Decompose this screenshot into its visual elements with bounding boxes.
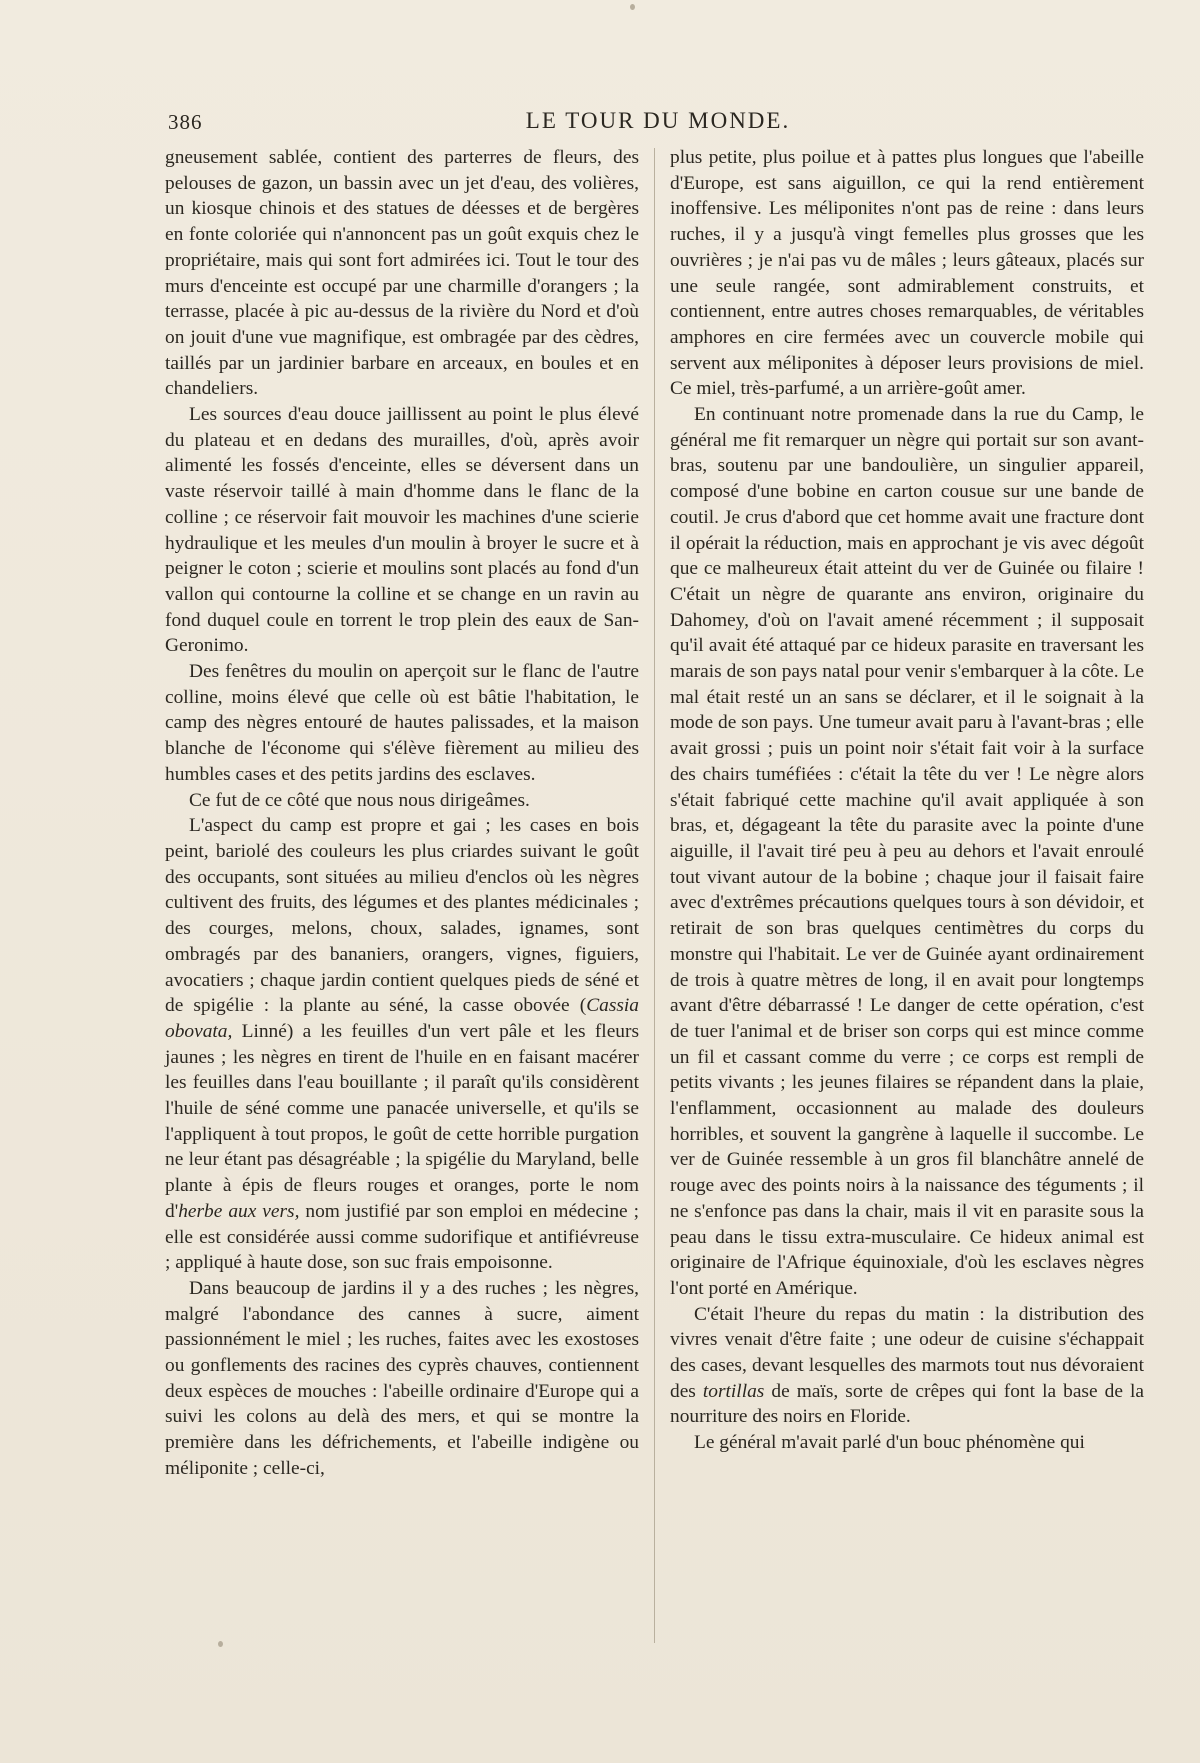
text-run: Linné) a les feuilles d'un vert pâle et les fleurs jaunes ; les nègres en tirent de l'huile en en faisant macérer les feuilles dans l'eau bouillante ; il paraît qu'ils considèrent l'huile de séné comme une panacée universelle, et qu'ils se l'appliquent à tout propos, le goût de cette horrible purgation ne leur étant pas désagréable ; la spigélie du Maryland, belle plante à épis de fleurs rouges et oranges, porte le nom d' <box>165 1020 639 1222</box>
italic-text: tortillas <box>702 1380 765 1402</box>
text-run: L'aspect du camp est propre et gai ; les cases en bois peint, bariolé des couleurs les plus criardes suivant le goût des occupants, sont situées au milieu d'enclos où les nègres cultivent des fruits, des légumes et des plantes médicinales ; des courges, melons, choux, salades, ignames, sont ombragés par des bananiers, orangers, vignes, figuiers, avocatiers ; chaque jardin contient quelques pieds de séné et de spigélie : la plante au séné, la casse obovée ( <box>165 815 639 1017</box>
paragraph: plus petite, plus poilue et à pattes plus longues que l'abeille d'Europe, est sans aiguillon, ce qui la rend entièrement inoffensive. Les méliponites n'ont pas de reine : dans leurs ruches, il y a jusqu'à vingt femelles plus grosses que les ouvrières ; je n'ai pas vu de mâles ; leurs gâteaux, placés sur une seule rangée, sont admirablement construits, et contiennent, entre autres choses remarquables, de véritables amphores en cire fermées avec un couvercle mobile qui servent aux méliponites à déposer leurs provisions de miel. Ce miel, très-parfumé, a un arrière-goût amer. <box>670 147 1144 400</box>
paper-speck <box>218 1641 223 1647</box>
italic-text: Cassia obovata, <box>165 995 639 1042</box>
paragraph: gneusement sablée, contient des parterres de fleurs, des pelouses de gazon, un bassin avec un jet d'eau, des volières, un kiosque chinois et des statues de déesses et de bergères en fonte coloriée qui n'annoncent pas un goût exquis chez le propriétaire, mais qui sont fort admirées ici. Tout le tour des murs d'enceinte est occupé par une charmille d'orangers ; la terrasse, placée à pic au-dessus de la rivière du Nord et d'où on jouit d'une vue magnifique, est ombragée par des cèdres, taillés par un jardinier barbare en arceaux, en boules et en chandeliers. <box>165 147 639 400</box>
paragraph <box>165 813 639 1276</box>
paragraph <box>670 1302 1144 1431</box>
text-run: C'était l'heure du repas du matin : la distribution des vivres venait d'être faite ; une odeur de cuisine s'échappait des cases, devant lesquelles des marmots tout nus dévoraient des <box>670 1303 1144 1402</box>
paragraph: Le général m'avait parlé d'un bouc phénomène qui <box>694 1432 1085 1454</box>
right-column <box>670 145 1144 1456</box>
page-header <box>168 104 1148 144</box>
left-column <box>165 145 639 1482</box>
text-run: nom justifié par son emploi en médecine ; elle est considérée aussi comme sudorifique et antifiévreuse ; appliqué à haute dose, son suc frais empoisonne. <box>165 1200 639 1274</box>
running-title: LE TOUR DU MONDE. <box>525 108 791 133</box>
column-divider <box>654 148 655 1643</box>
paragraph: Les sources d'eau douce jaillissent au point le plus élevé du plateau et en dedans des murailles, d'où, après avoir alimenté les fossés d'enceinte, elles se déversent dans un vaste réservoir taillé à main d'homme dans le flanc de la colline ; ce réservoir fait mouvoir les machines d'une scierie hydraulique et les meules d'un moulin à broyer le sucre et à peigner le coton ; scierie et moulins sont placés au fond d'un vallon qui contourne la colline et se change en un ravin au fond duquel coule en torrent le trop plein des eaux de San-Geronimo. <box>165 404 639 657</box>
paragraph: Ce fut de ce côté que nous nous dirigeâmes. <box>189 789 530 811</box>
paragraph: En continuant notre promenade dans la rue du Camp, le général me fit remarquer un nègre qui portait sur son avant-bras, soutenu par une bandoulière, un singulier appareil, composé d'une bobine en carton cousue sur une bande de coutil. Je crus d'abord que cet homme avait une fracture dont il opérait la réduction, mais en approchant je vis avec dégoût que ce malheureux était atteint du ver de Guinée ou filaire ! C'était un nègre de quarante ans environ, originaire du Dahomey, d'où on l'avait amené récemment ; il supposait qu'il avait été attaqué par ce hideux parasite en traversant les marais de son pays natal pour venir s'embarquer à la côte. Le mal était resté un an sans se déclarer, et il le soignait à la mode de son pays. Une tumeur avait paru à l'avant-bras ; elle avait grossi ; puis un point noir s'était fait voir à la surface des chairs tuméfiées : c'était la tête du ver ! Le nègre alors s'était fabriqué cette machine qu'il avait appliquée à son bras, et, dégageant la tête du parasite avec la pointe d'une aiguille, il l'avait tiré peu à peu au dehors et l'avait enroulé tout vivant autour de la bobine ; chaque jour il faisait faire avec d'extrêmes précautions quelques tours à son dévidoir, et retirait de son bras quelques centimètres du corps du monstre qui l'habitait. Le ver de Guinée ayant ordinairement de trois à quatre mètres de long, il en avait pour longtemps avant d'être débarrassé ! Le danger de cette opération, c'est de tuer l'animal et de briser son corps qui est mince comme un fil et cassant comme du verre ; ce corps est rempli de petits vivants ; les jeunes filaires se répandent dans la plaie, l'enflamment, occasionnent au malade des douleurs horribles, et souvent la gangrène à laquelle il succombe. Le ver de Guinée ressemble à un gros fil blanchâtre annelé de rouge avec des points noirs à la naissance des téguments ; il ne s'enfonce pas dans la chair, mais il vit en parasite sous la peau dans le tissu extra-musculaire. Ce hideux animal est originaire de l'Afrique équinoxiale, d'où les esclaves nègres l'ont porté en Amérique. <box>670 404 1144 1299</box>
text-run: de maïs, sorte de crêpes qui font la base de la nourriture des noirs en Floride. <box>670 1380 1144 1428</box>
paragraph: Des fenêtres du moulin on aperçoit sur le flanc de l'autre colline, moins élevé que celle où est bâtie l'habitation, le camp des nègres entouré de hautes palissades, et la maison blanche de l'économe qui s'élève fièrement au milieu des humbles cases et des petits jardins des esclaves. <box>165 661 639 785</box>
paragraph: Dans beaucoup de jardins il y a des ruches ; les nègres, malgré l'abondance des cannes à sucre, aiment passionnément le miel ; les ruches, faites avec les exostoses ou gonflements des racines des cyprès chauves, contiennent deux espèces de mouches : l'abeille ordinaire d'Europe qui a suivi les colons au delà des mers, et qui se montre la première dans les défrichements, et l'abeille indigène ou méliponite ; celle-ci, <box>165 1277 639 1479</box>
paper-speck <box>630 4 635 10</box>
italic-text: herbe aux vers, <box>178 1200 300 1222</box>
page-number: 386 <box>168 110 203 134</box>
